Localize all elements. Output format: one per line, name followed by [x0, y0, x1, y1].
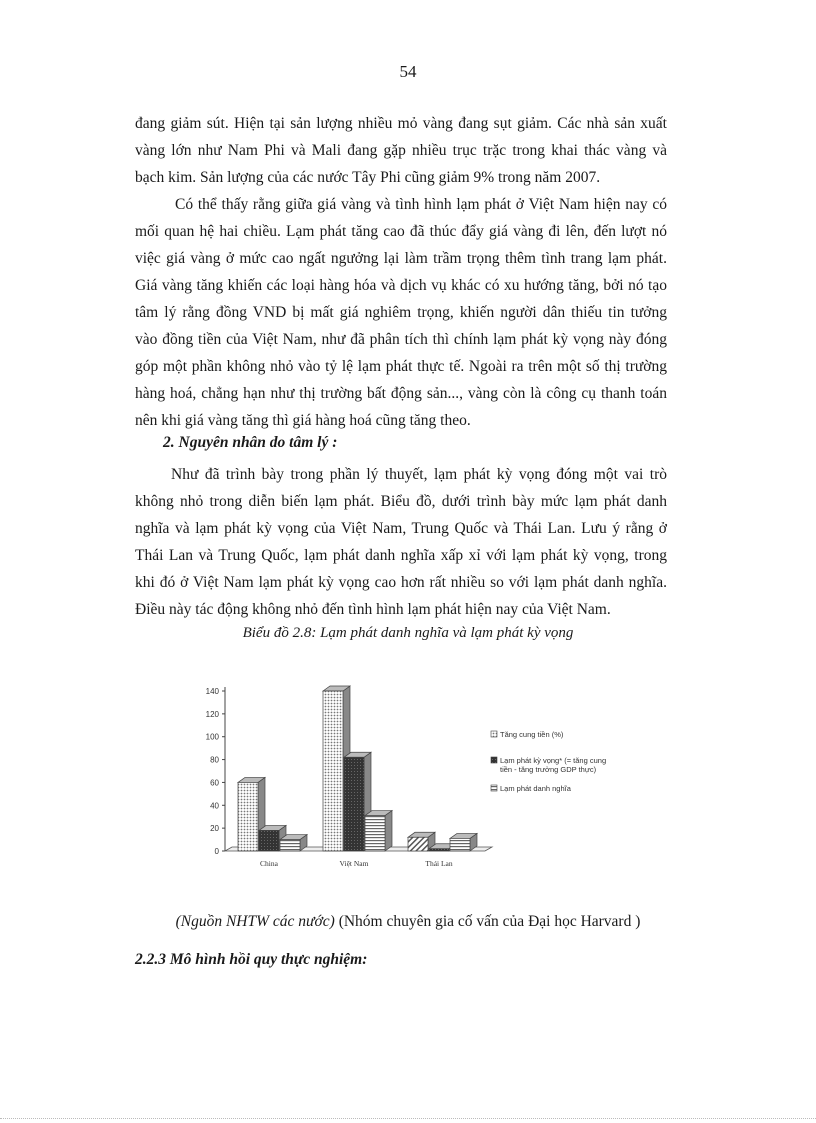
text-line: Như đã trình bày trong phần lý thuyết, lạm phát kỳ vọng đóng một vai trò [171, 466, 667, 483]
x-tick-label: China [260, 859, 278, 868]
text-line: Thái Lan và Trung Quốc, lạm phát danh nghĩa xấp xỉ với lạm phát kỳ vọng, trong [135, 547, 667, 564]
text-line: khi đó ở Việt Nam lạm phát kỳ vọng cao hơn rất nhiều so với lạm phát danh nghĩa. [135, 574, 667, 591]
text-line: bạch kim. Sản lượng của các nước Tây Phi cũng giảm 9% trong năm 2007. [135, 169, 601, 186]
paragraph-gold-supply [135, 110, 667, 191]
bar-front [344, 757, 364, 851]
page-bottom-border [0, 1118, 816, 1119]
y-tick-label: 0 [214, 847, 219, 856]
legend-swatch [491, 731, 497, 737]
chart-source [0, 913, 816, 931]
paragraph-gold-inflation [135, 191, 667, 434]
text-line: tâm lý rằng đồng VND bị mất giá nghiêm trọng, khiến người dân thiếu tin tưởng [135, 304, 667, 321]
source-italic: (Nguồn NHTW các nước) [175, 913, 335, 930]
y-tick-label: 100 [205, 732, 219, 742]
heading-regression-model: 2.2.3 Mô hình hồi quy thực nghiệm: [135, 951, 368, 968]
y-tick-label: 60 [210, 778, 219, 788]
bar [280, 835, 307, 851]
chart-caption: Biểu đồ 2.8: Lạm phát danh nghĩa và lạm phát kỳ vọng [242, 625, 574, 641]
text-line: vàng lớn như Nam Phi và Mali đang gặp nhiều trục trặc trong khai thác vàng và [135, 142, 667, 159]
legend-label: Tăng cung tiền (%) [500, 730, 564, 739]
text-line: hàng hoá, chẳng hạn như thị trường bất động sản..., vàng còn là công cụ thanh toán [135, 385, 667, 402]
text-line: không nhỏ trong diễn biến lạm phát. Biểu đồ, dưới trình bày mức lạm phát danh [135, 493, 667, 510]
bar-front [259, 830, 279, 851]
bar [450, 833, 477, 851]
bar-front [408, 837, 428, 851]
text-line: việc giá vàng ở mức cao ngất ngưởng lại làm trầm trọng thêm tình trang lạm phát. [135, 250, 667, 267]
y-tick-label: 40 [210, 801, 219, 811]
y-tick-label: 140 [205, 687, 219, 696]
bar [365, 811, 392, 851]
text-line: Có thể thấy rằng giữa giá vàng và tình hình lạm phát ở Việt Nam hiện nay có [175, 196, 667, 213]
legend-label: tiền - tăng trưởng GDP thực) [500, 765, 597, 774]
legend-label: Lạm phát danh nghĩa [500, 784, 571, 793]
x-tick-label: Thái Lan [425, 859, 453, 868]
text-line: Điều này tác động không nhỏ đến tình hình lạm phát hiện nay của Việt Nam. [135, 601, 611, 618]
text-line: nên khi giá vàng tăng thì giá hàng hoá cũng tăng theo. [135, 412, 471, 429]
text-line: Giá vàng tăng khiến các loại hàng hóa và dịch vụ khác có xu hướng tăng, bởi nó tạo [135, 277, 667, 294]
text-line: nghĩa và lạm phát kỳ vọng của Việt Nam, Trung Quốc và Thái Lan. Lưu ý rằng ở [135, 520, 667, 537]
text-line: vào đồng tiền của Việt Nam, như đã phân tích thì chính lạm phát kỳ vọng này đóng [135, 331, 667, 348]
y-tick-label: 120 [205, 709, 219, 719]
bar-front [429, 849, 449, 851]
text-line: góp một phần không nhỏ vào tỷ lệ lạm phát thực tế. Ngoài ra trên một số thị trường [135, 358, 667, 375]
y-tick-label: 20 [210, 824, 219, 834]
bar-side [385, 811, 392, 851]
x-tick-label: Việt Nam [339, 859, 369, 868]
y-tick-label: 80 [210, 755, 219, 765]
bar-front [238, 782, 258, 851]
heading-psychological-cause: 2. Nguyên nhân do tâm lý : [163, 434, 338, 451]
bar-chart [195, 675, 645, 880]
legend-swatch [491, 785, 497, 791]
legend-swatch [491, 757, 497, 763]
bar-front [365, 816, 385, 851]
page-number: 54 [399, 62, 417, 81]
bar-front [323, 691, 343, 851]
bar-front [280, 840, 300, 851]
bar-front [450, 838, 470, 851]
paragraph-expected-inflation [135, 461, 667, 623]
text-line: mối quan hệ hai chiều. Lạm phát tăng cao đã thúc đẩy giá vàng đi lên, đến lượt nó [135, 223, 667, 240]
legend-label: Lạm phát kỳ vọng* (= tăng cung [500, 756, 607, 765]
text-line: đang giảm sút. Hiện tại sản lượng nhiều mỏ vàng đang sụt giảm. Các nhà sản xuất [135, 115, 667, 132]
source-plain: (Nhóm chuyên gia cố vấn của Đại học Harvard ) [334, 913, 641, 930]
